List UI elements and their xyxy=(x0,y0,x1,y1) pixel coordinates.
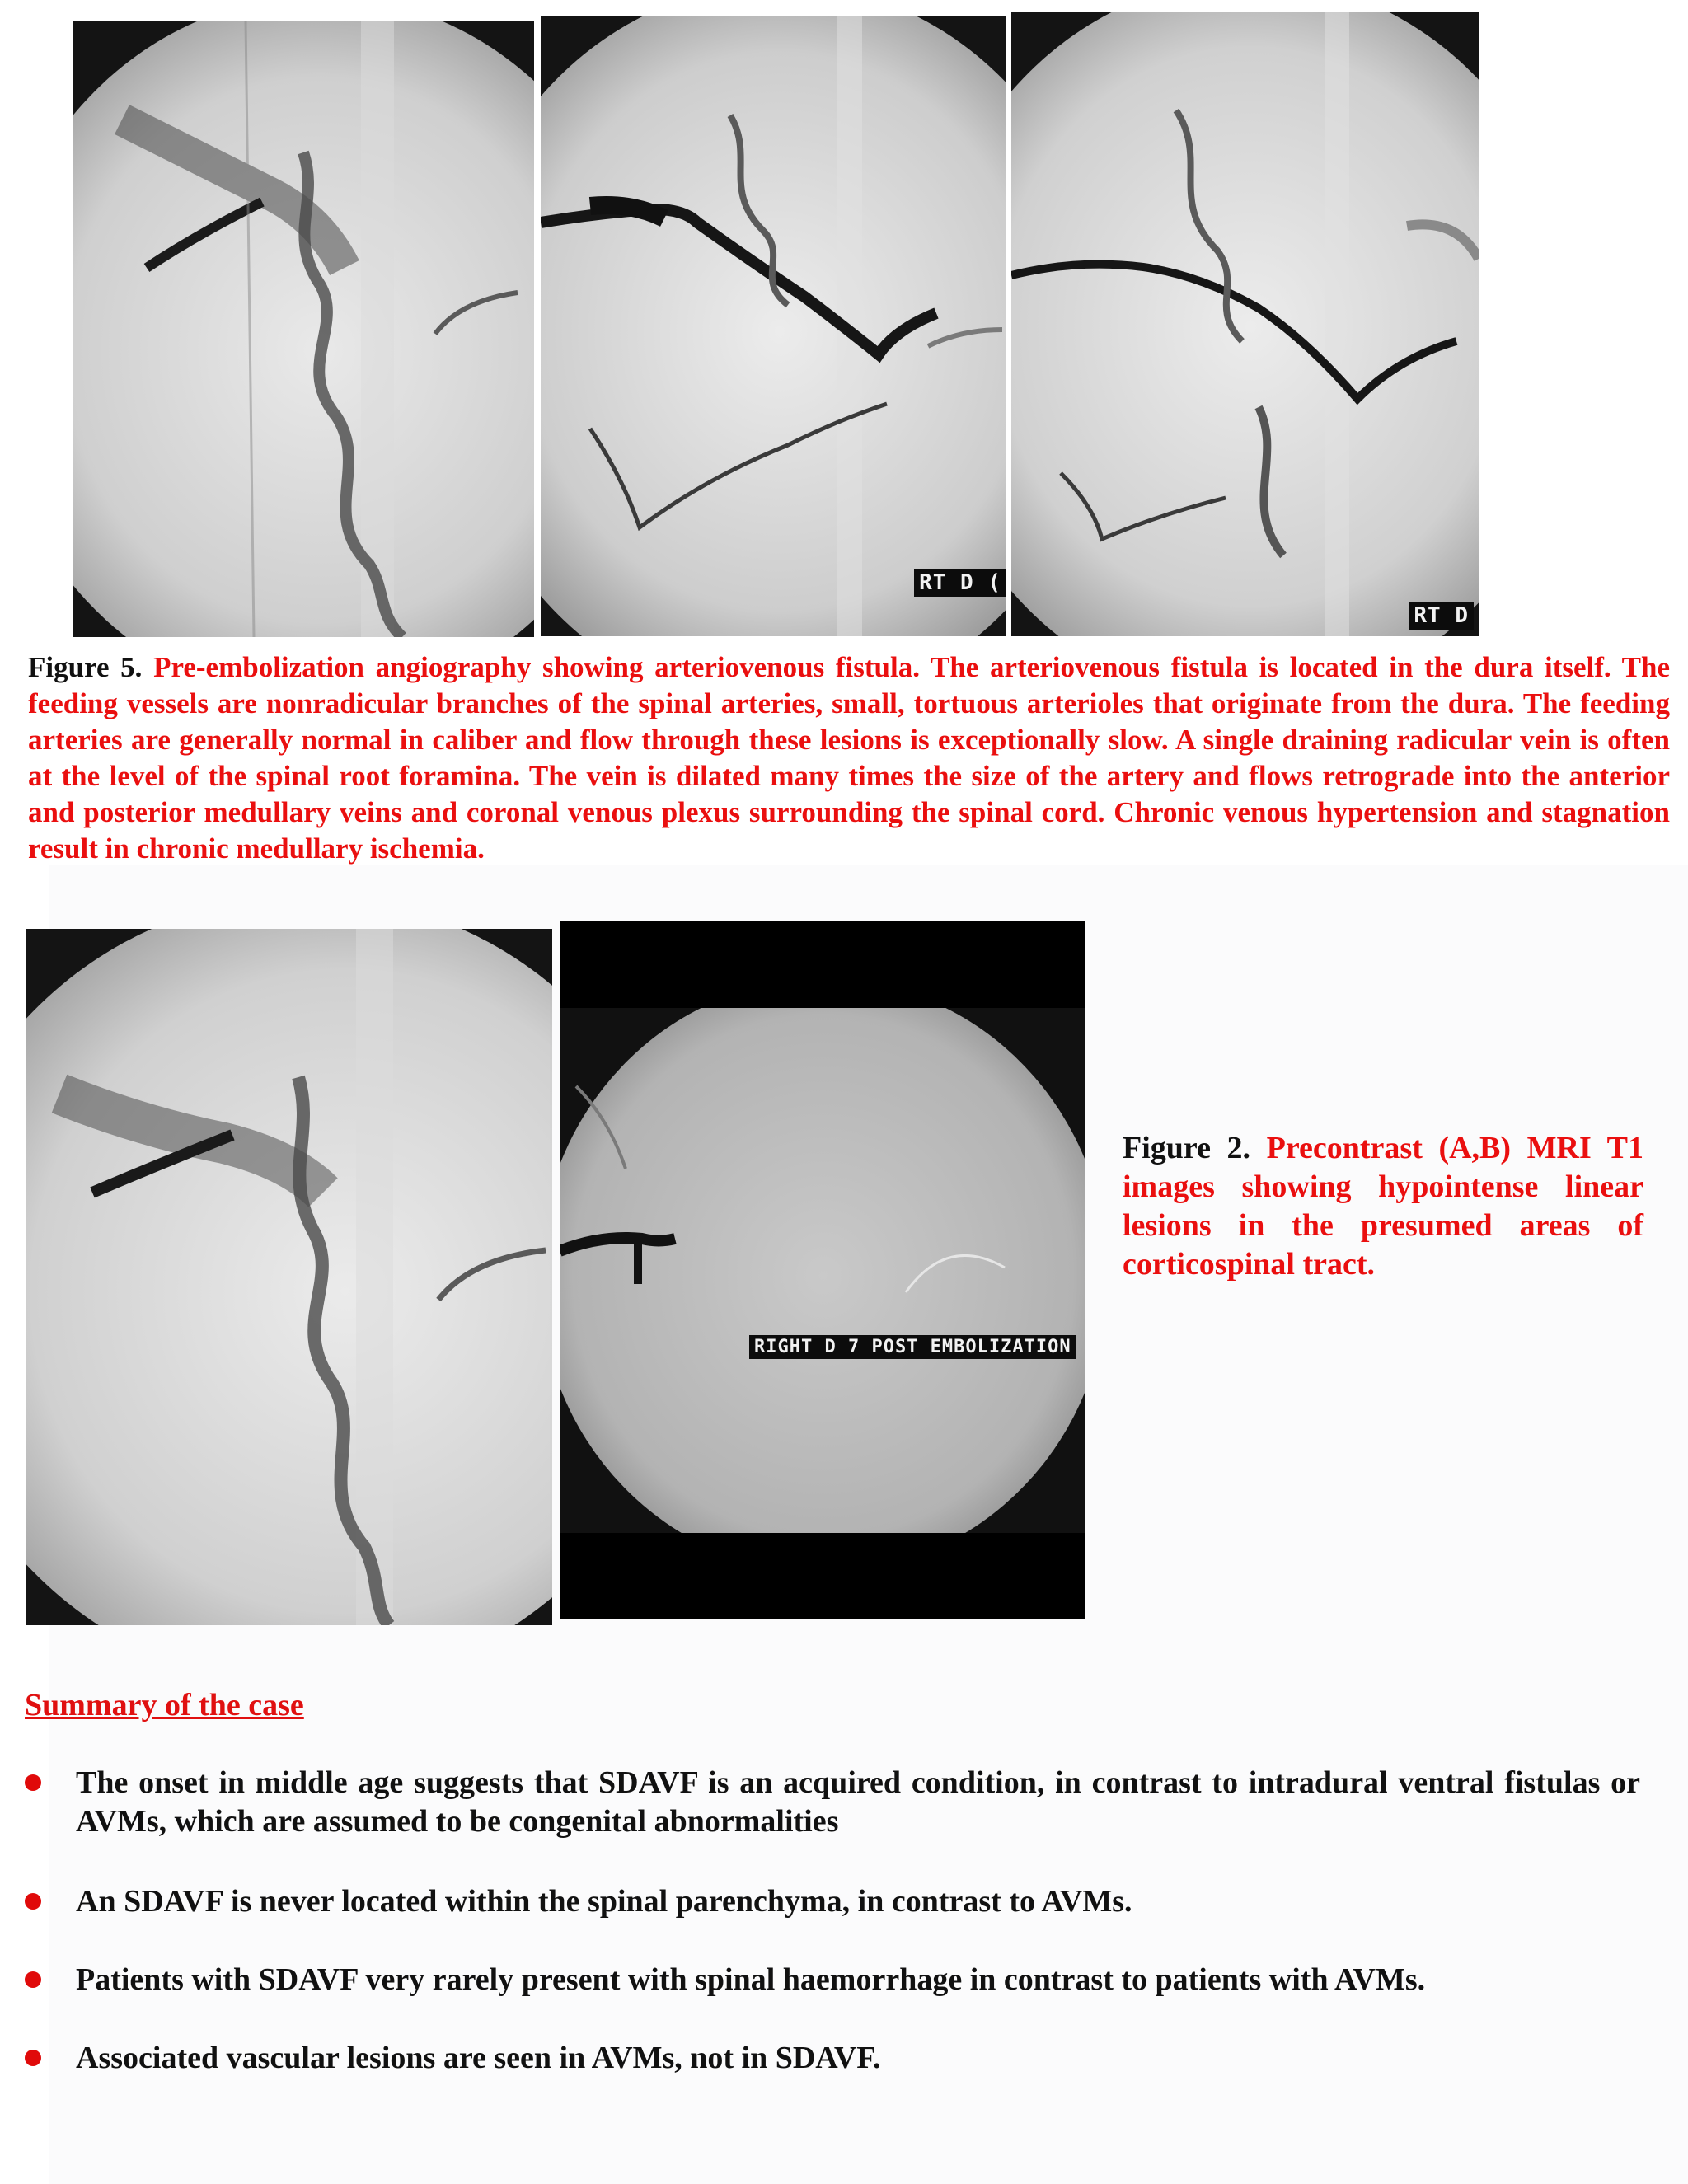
figure-5-caption xyxy=(28,649,1670,867)
post-embolization-image xyxy=(560,921,1085,1619)
post-embolization-label: RIGHT D 7 POST EMBOLIZATION xyxy=(749,1335,1076,1359)
panel-label: RT D xyxy=(1409,602,1474,630)
angiogram-panel-3 xyxy=(1011,12,1479,636)
list-item xyxy=(25,1764,1640,1841)
bullet-text: An SDAVF is never located within the spinal parenchyma, in contrast to AVMs. xyxy=(76,1884,1132,1919)
bullet-icon xyxy=(25,1893,41,1910)
summary-heading: Summary of the case xyxy=(25,1688,304,1722)
figure-2-caption-text: Precontrast (A,B) MRI T1 images showing hypointense linear lesions in the presumed areas of corticospinal tract. xyxy=(1123,1131,1643,1282)
figure-5-caption-text: Pre-embolization angiography showing arteriovenous fistula. The arteriovenous fistula is located in the dura itself. The feeding vessels are nonradicular branches of the spinal arteries, small, tortuous arterioles that originate from the dura. The feeding arteries are generally normal in caliber and flow through these lesions is exceptionally slow. A single draining radicular vein is often at the level of the spinal root foramina. The vein is dilated many times the size of the artery and flows retrograde into the anterior and posterior medullary veins and coronal venous plexus surrounding the spinal cord. Chronic venous hypertension and stagnation result in chronic medullary ischemia. xyxy=(28,651,1670,865)
bullet-text: Patients with SDAVF very rarely present with spinal haemorrhage in contrast to patients with AVMs. xyxy=(76,1962,1426,1997)
angiogram-panel-2 xyxy=(541,16,1006,636)
list-item xyxy=(25,1961,1640,1999)
panel-label: RT D ( xyxy=(914,569,1006,597)
angiogram-panel-1 xyxy=(73,21,534,637)
figure-2-caption xyxy=(1123,1129,1643,1284)
bullet-icon xyxy=(25,1971,41,1988)
list-item xyxy=(25,2039,1640,2078)
bullet-icon xyxy=(25,2050,41,2066)
list-item xyxy=(25,1882,1640,1921)
bullet-text: The onset in middle age suggests that SDAVF is an acquired condition, in contrast to intradural ventral fistulas or AVMs, which are assumed to be congenital abnormalities xyxy=(76,1765,1640,1839)
bullet-icon xyxy=(25,1774,41,1791)
angiogram-panel-4 xyxy=(26,929,552,1625)
bullet-text: Associated vascular lesions are seen in AVMs, not in SDAVF. xyxy=(76,2041,881,2075)
figure-5-label: Figure 5. xyxy=(28,651,143,683)
figure-2-label: Figure 2. xyxy=(1123,1131,1251,1165)
